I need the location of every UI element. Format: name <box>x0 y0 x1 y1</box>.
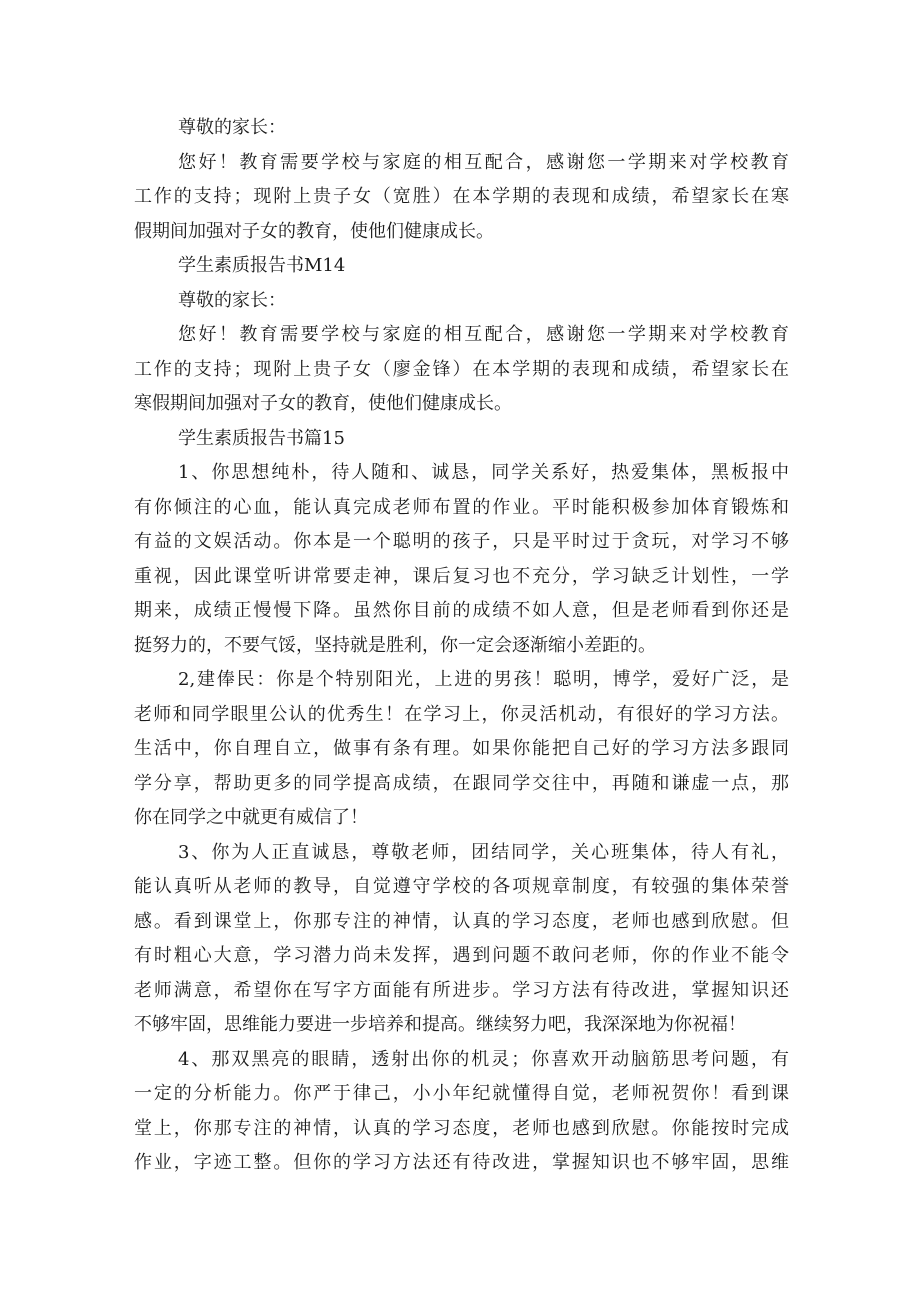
comment-3-line: 能认真听从老师的教导，自觉遵守学校的各项规章制度，有较强的集体荣誉 <box>134 876 789 897</box>
comment-4-line: 一定的分析能力。你严于律己，小小年纪就懂得自觉，老师祝贺你！看到课 <box>134 1083 789 1104</box>
comment-3-line: 3、你为人正直诚恳，尊敬老师，团结同学，关心班集体，待人有礼， <box>178 841 789 863</box>
letter-1-line: 您好！教育需要学校与家庭的相互配合，感谢您一学期来对学校教育 <box>178 151 789 173</box>
comment-2-line: 2,建俸民：你是个特别阳光，上进的男孩！聪明，博学，爱好广泛，是 <box>178 669 789 690</box>
comment-3-line: 有时粗心大意，学习潜力尚未发挥，遇到问题不敢问老师，你的作业不能令 <box>134 945 789 966</box>
comment-1-line: 期来，成绩正慢慢下降。虽然你目前的成绩不如人意，但是老师看到你还是 <box>134 600 789 621</box>
comment-4-line: 4、那双黑亮的眼睛，透射出你的机灵；你喜欢开动脑筋思考问题，有 <box>178 1048 789 1070</box>
letter-2-line: 寒假期间加强对子女的教育，使他们健康成长。 <box>134 393 512 414</box>
comment-1-line: 1、你思想纯朴，待人随和、诚恳，同学关系好，热爱集体，黑板报中 <box>178 462 789 483</box>
document-body <box>134 111 789 1181</box>
letter-2-line: 工作的支持；现附上贵子女（廖金锋）在本学期的表现和成绩，希望家长在 <box>134 358 789 380</box>
comment-4-line: 堂上，你那专注的神情，认真的学习态度，老师也感到欣慰。你能按时完成 <box>134 1117 789 1139</box>
comment-3-line: 感。看到课堂上，你那专注的神情，认真的学习态度，老师也感到欣慰。但 <box>134 910 789 932</box>
section-heading-15: 学生素质报告书篇15 <box>178 427 345 449</box>
letter-1-line: 工作的支持；现附上贵子女（宽胜）在本学期的表现和成绩，希望家长在寒 <box>134 186 789 207</box>
comment-2-line: 生活中，你自理自立，做事有条有理。如果你能把自己好的学习方法多跟同 <box>134 738 789 759</box>
comment-1-line: 重视，因此课堂听讲常要走神，课后复习也不充分，学习缺乏计划性，一学 <box>134 565 789 587</box>
letter-2-line: 您好！教育需要学校与家庭的相互配合，感谢您一学期来对学校教育 <box>178 324 789 345</box>
salutation-1: 尊敬的家长： <box>178 117 286 138</box>
comment-2-line: 学分享，帮助更多的同学提高成绩，在跟同学交往中，再随和谦虚一点，那 <box>134 772 789 794</box>
comment-1-line: 有益的文娱活动。你本是一个聪明的孩子，只是平时过于贪玩，对学习不够 <box>134 531 789 552</box>
comment-2-line: 老师和同学眼里公认的优秀生！在学习上，你灵活机动，有很好的学习方法。 <box>134 703 789 725</box>
comment-1-line: 有你倾注的心血，能认真完成老师布置的作业。平时能积极参加体育锻炼和 <box>134 496 789 518</box>
comment-1-line: 挺努力的，不要气馁，坚持就是胜利，你一定会逐渐缩小差距的。 <box>134 634 656 656</box>
comment-2-line: 你在同学之中就更有威信了！ <box>134 807 368 828</box>
comment-3-line: 不够牢固，思维能力要进一步培养和提高。继续努力吧，我深深地为你祝福！ <box>134 1014 746 1035</box>
letter-1-line: 假期间加强对子女的教育，使他们健康成长。 <box>134 220 494 242</box>
comment-3-line: 老师满意，希望你在写字方面能有所进步。学习方法有待改进，掌握知识还 <box>134 979 789 1001</box>
section-heading-m14: 学生素质报告书M14 <box>178 255 346 276</box>
salutation-2: 尊敬的家长： <box>178 289 286 311</box>
comment-4-line: 作业，字迹工整。但你的学习方法还有待改进，掌握知识也不够牢固，思维 <box>134 1152 789 1173</box>
